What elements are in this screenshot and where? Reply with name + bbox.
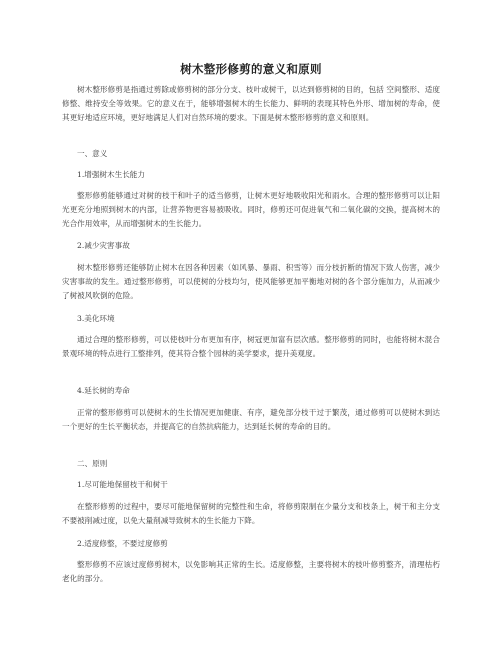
section-heading-meaning: 一、意义	[77, 149, 108, 158]
paragraph-lifespan: 正常的整形修剪可以使树木的生长情况更加健康、有序，避免部分枝干过于繁茂，通过修剪可以使树木到达一个更好的生长平衡状态，并提高它的自然抗病能力，达到延长树的寿命的目的。	[62, 408, 440, 431]
paragraph-disaster: 树木整形修剪还能够防止树木在因各种因素（如风暴、暴雨、积雪等）而分枝折断的情况下致人伤害，减少灾害事故的发生。通过整形修剪，可以使树的分枝均匀，使风能够更加平衡地对树的各个部分施加力，从而减少了树被风吹倒的危险。	[62, 263, 440, 300]
subheading-moderate: 2.适度修整，不要过度修剪	[77, 539, 168, 548]
subheading-growth: 1.增强树木生长能力	[77, 170, 145, 179]
subheading-lifespan: 4.延长树的寿命	[77, 386, 130, 395]
subheading-preserve: 1.尽可能地保留枝干和树干	[77, 480, 168, 489]
subheading-beautify: 3.美化环境	[77, 314, 115, 323]
paragraph-beautify: 通过合理的整形修剪，可以使枝叶分布更加有序，树冠更加富有层次感。整形修剪的同时，也能将树木混合景观环境的特点进行工整排列，使其符合整个园林的美学要求，提升美观度。	[62, 335, 440, 358]
section-heading-principles: 二、原则	[77, 459, 108, 468]
paragraph-preserve: 在整形修剪的过程中，要尽可能地保留树的完整性和生命，将修剪限制在少量分支和枝条上，树干和主分支不要被削减过度，以免大量削减导致树木的生长能力下降。	[62, 502, 440, 525]
intro-paragraph: 树木整形修剪是指通过剪除或修剪树的部分分支、枝叶或树干，以达到修剪树的目的，包括 空间整形、适度修整、维持安全等效果。它的意义在于，能够增强树木的生长能力、鲜明的表现其特色外形、增加树的寿命，使其更好地适应环境，更好地满足人们对自然环境的要求。下面是树木整形修剪的意义和原则。	[62, 85, 440, 122]
paragraph-moderate: 整形修剪不应该过度修剪树木，以免影响其正常的生长。适度修整，主要将树木的枝叶修剪整齐，清理枯朽老化的部分。	[62, 560, 440, 583]
subheading-disaster: 2.减少灾害事故	[77, 241, 130, 250]
paragraph-growth: 整形修剪能够通过对树的枝干和叶子的适当修剪，让树木更好地吸收阳光和雨水。合理的整形修剪可以让阳光更充分地照到树木的内部，让营养物更容易被吸收。同时，修剪还可促进氧气和二氧化碳的交换，提高树木的光合作用效率，从而增强树木的生长能力。	[62, 191, 440, 228]
document-title: 树木整形修剪的意义和原则	[180, 62, 322, 76]
